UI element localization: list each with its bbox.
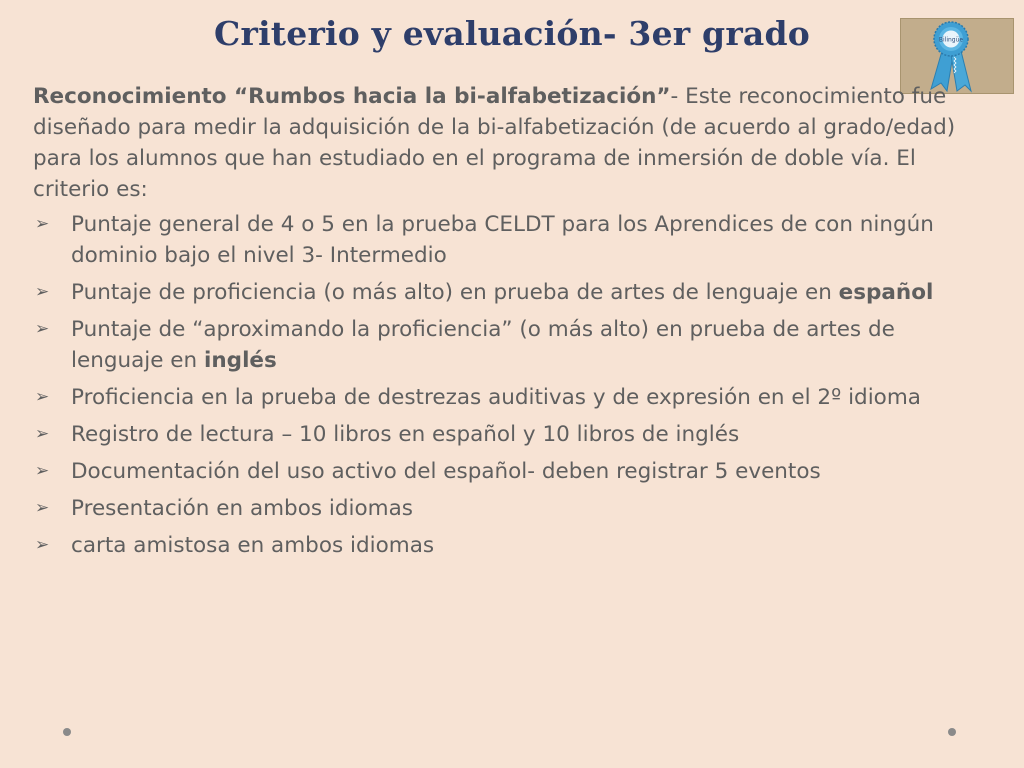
decorative-dot-left bbox=[63, 728, 71, 736]
criteria-emphasis: español bbox=[838, 280, 934, 305]
criteria-item bbox=[33, 382, 988, 413]
criteria-text: Presentación en ambos idiomas bbox=[71, 496, 413, 521]
criteria-item bbox=[33, 314, 988, 376]
intro-paragraph bbox=[33, 81, 988, 205]
arrow-bullet-icon: ➢ bbox=[35, 424, 50, 444]
ribbon-label: Bilingüe bbox=[938, 36, 964, 44]
arrow-bullet-icon: ➢ bbox=[35, 461, 50, 481]
intro-text: - Este reconocimiento fue diseñado para medir la adquisición de la bi-alfabetización (de acuerdo al grado/edad) para los alumnos que han estudiado en el programa de inmersión de doble vía. El criterio es: bbox=[33, 84, 956, 202]
criteria-text: Puntaje general de 4 o 5 en la prueba CELDT para los Aprendices de con ningún dominio bajo el nivel 3- Intermedio bbox=[71, 212, 934, 268]
criteria-text: Proficiencia en la prueba de destrezas auditivas y de expresión en el 2º idioma bbox=[71, 385, 921, 410]
criteria-item bbox=[33, 456, 988, 487]
criteria-text: Documentación del uso activo del español- deben registrar 5 eventos bbox=[71, 459, 821, 484]
recognition-name: Reconocimiento “Rumbos hacia la bi-alfabetización” bbox=[33, 84, 671, 109]
criteria-item bbox=[33, 530, 988, 561]
slide-title: Criterio y evaluación- 3er grado bbox=[214, 14, 810, 53]
criteria-item bbox=[33, 209, 988, 271]
criteria-list bbox=[33, 209, 988, 561]
arrow-bullet-icon: ➢ bbox=[35, 535, 50, 555]
arrow-bullet-icon: ➢ bbox=[35, 498, 50, 518]
decorative-dot-right bbox=[948, 728, 956, 736]
criteria-text: Puntaje de proficiencia (o más alto) en prueba de artes de lenguaje en bbox=[71, 280, 839, 305]
arrow-bullet-icon: ➢ bbox=[35, 319, 50, 339]
slide-body bbox=[33, 81, 988, 567]
arrow-bullet-icon: ➢ bbox=[35, 214, 50, 234]
criteria-text: Puntaje de “aproximando la proficiencia” (o más alto) en prueba de artes de lenguaje en bbox=[71, 317, 895, 373]
arrow-bullet-icon: ➢ bbox=[35, 282, 50, 302]
criteria-item bbox=[33, 493, 988, 524]
criteria-emphasis: inglés bbox=[204, 348, 277, 373]
criteria-item bbox=[33, 419, 988, 450]
criteria-text: Registro de lectura – 10 libros en español y 10 libros de inglés bbox=[71, 422, 740, 447]
arrow-bullet-icon: ➢ bbox=[35, 387, 50, 407]
criteria-text: carta amistosa en ambos idiomas bbox=[71, 533, 435, 558]
criteria-item bbox=[33, 277, 988, 308]
